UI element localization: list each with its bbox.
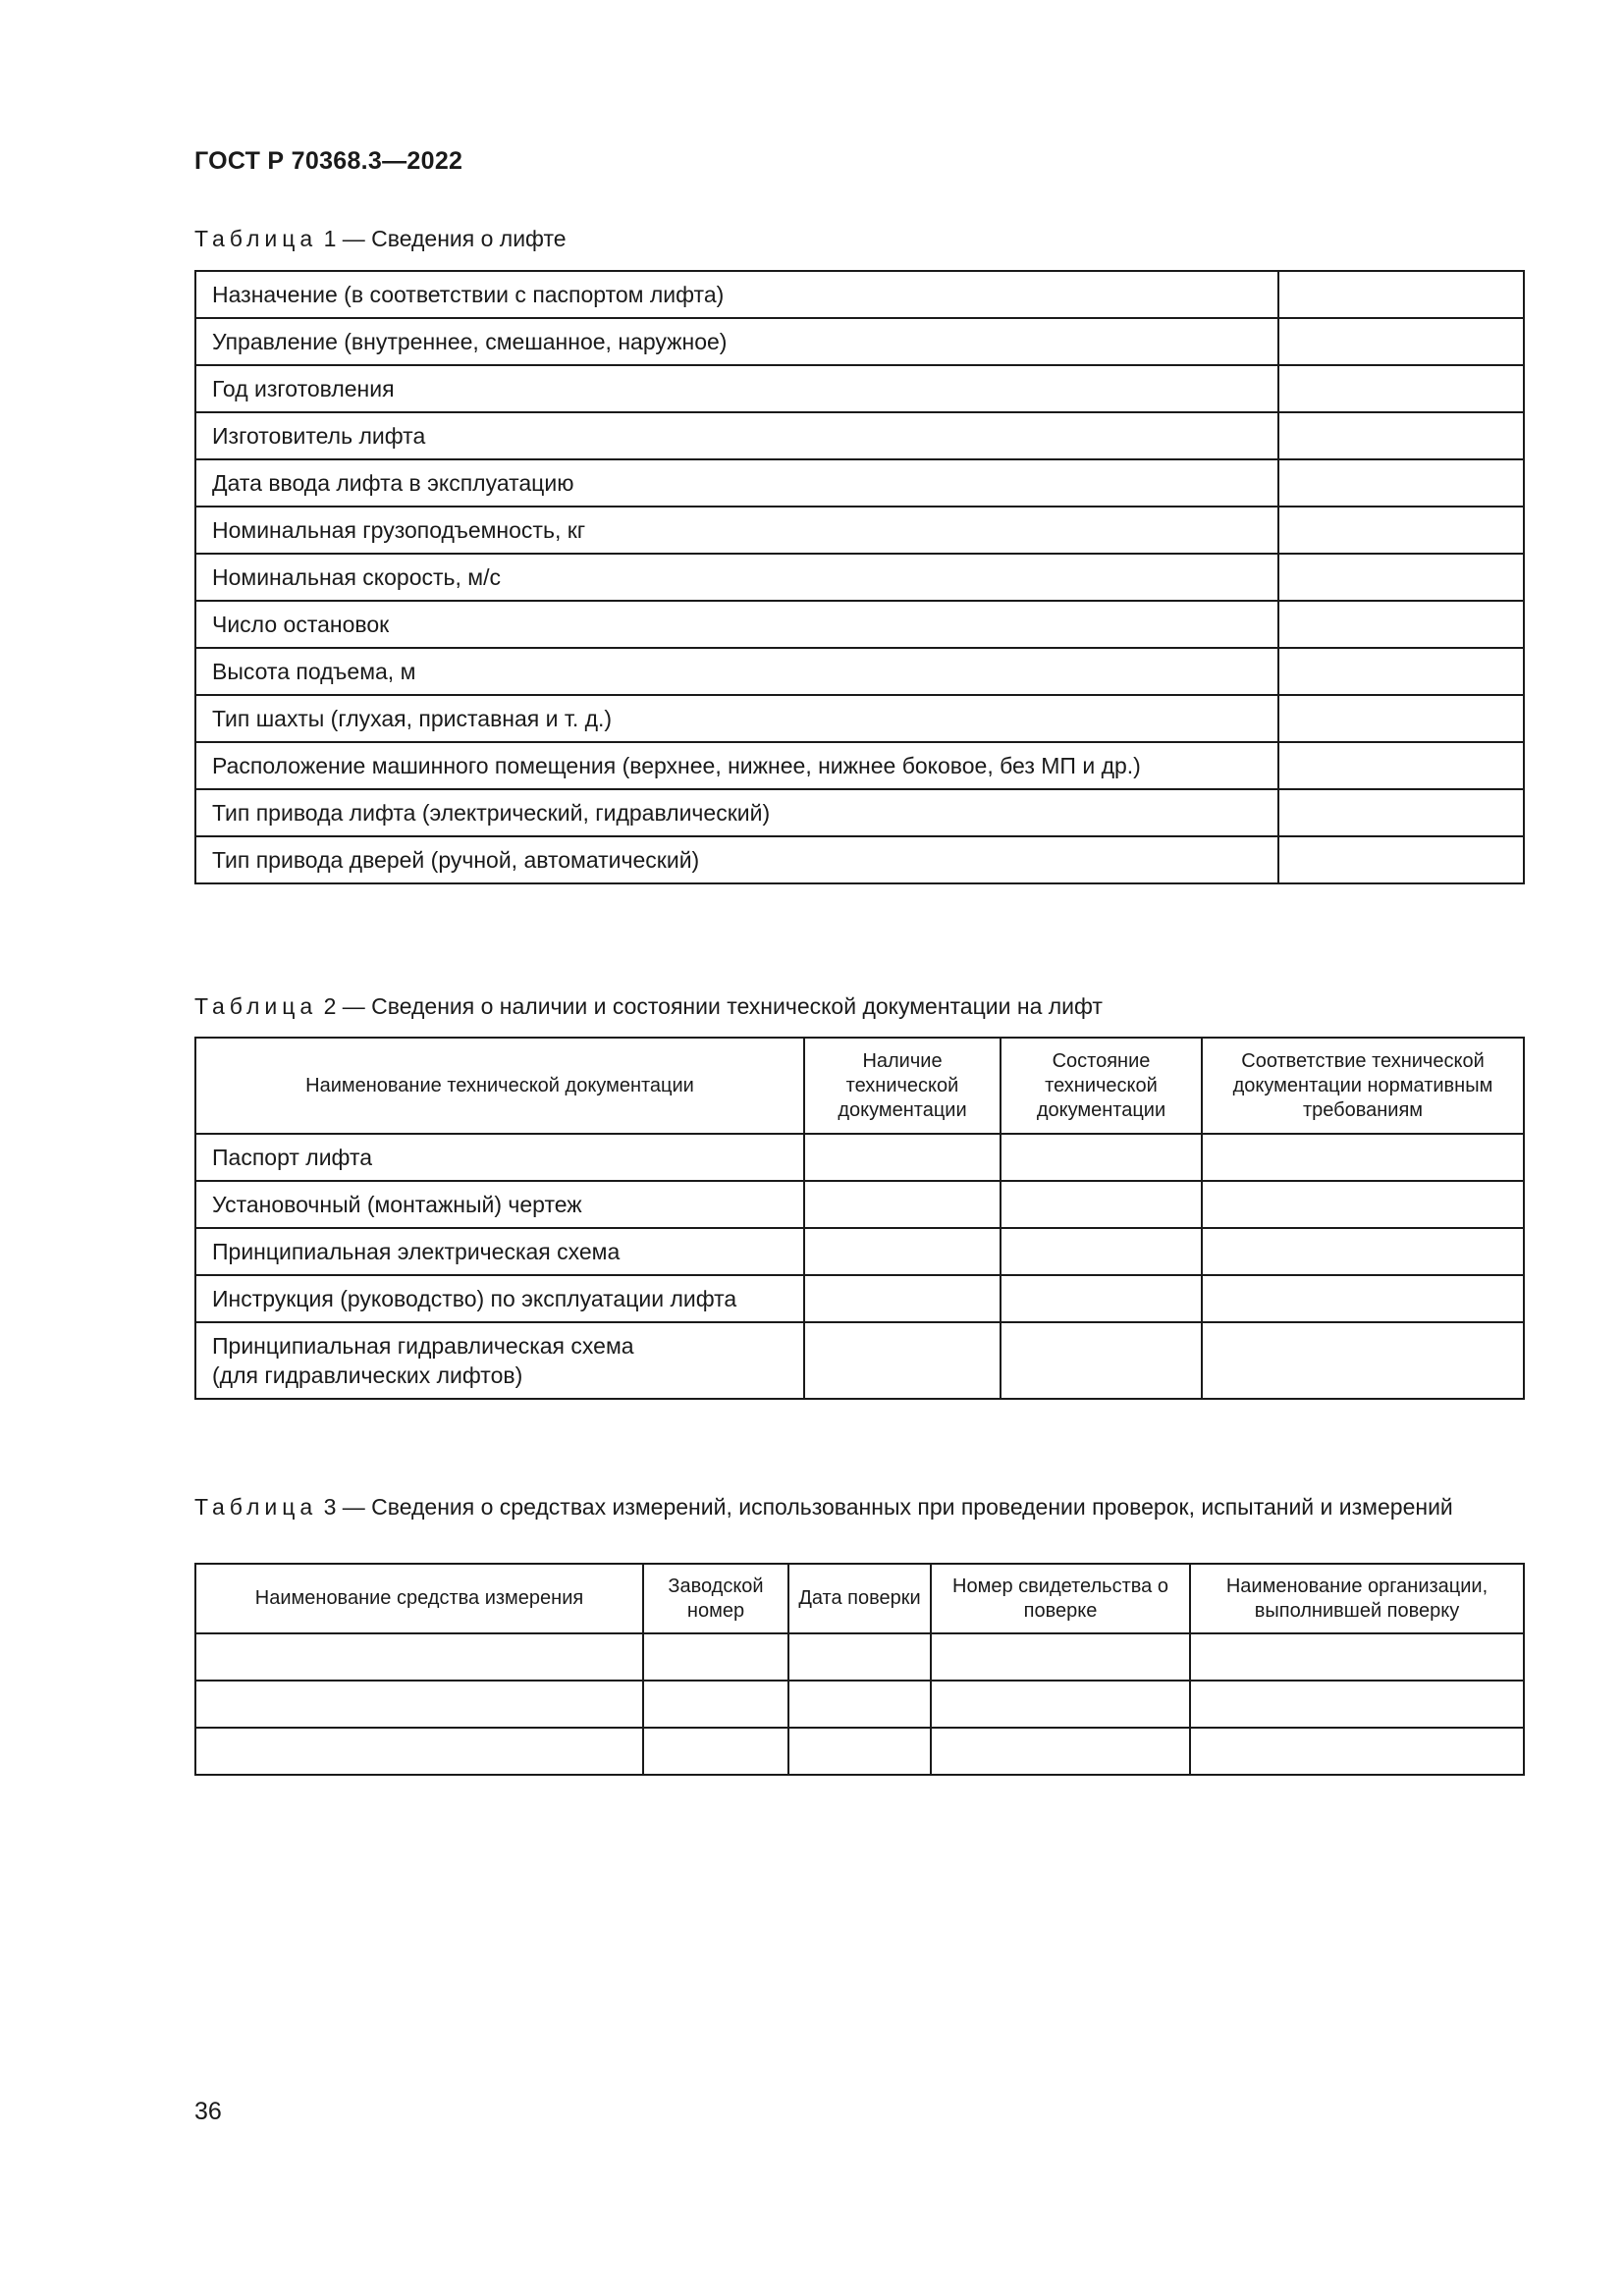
availability-cell[interactable] [804, 1322, 1001, 1399]
value-cell[interactable] [1278, 601, 1524, 648]
column-header: Дата поверки [788, 1564, 931, 1633]
table-row [195, 742, 1524, 789]
table1-caption [194, 224, 567, 253]
table3-caption-word: Таблица [194, 1494, 318, 1520]
tech-docs-table [194, 1037, 1525, 1400]
measuring-instruments-table [194, 1563, 1525, 1776]
column-header: Наименование средства измерения [195, 1564, 643, 1633]
compliance-cell[interactable] [1202, 1134, 1524, 1181]
availability-cell[interactable] [804, 1134, 1001, 1181]
empty-cell[interactable] [643, 1681, 788, 1728]
table-header-row [195, 1564, 1524, 1633]
table-row [195, 554, 1524, 601]
column-header: Наименование организации, выполнившей поверку [1190, 1564, 1524, 1633]
table2-caption-word: Таблица [194, 993, 318, 1019]
table1-caption-word: Таблица [194, 226, 318, 251]
condition-cell[interactable] [1001, 1134, 1202, 1181]
condition-cell[interactable] [1001, 1275, 1202, 1322]
value-cell[interactable] [1278, 507, 1524, 554]
table-row [195, 459, 1524, 507]
empty-cell[interactable] [195, 1633, 643, 1681]
row-label: Число остановок [195, 601, 1278, 648]
condition-cell[interactable] [1001, 1228, 1202, 1275]
table-row [195, 1228, 1524, 1275]
row-label: Управление (внутреннее, смешанное, наружное) [195, 318, 1278, 365]
availability-cell[interactable] [804, 1275, 1001, 1322]
row-label: Год изготовления [195, 365, 1278, 412]
compliance-cell[interactable] [1202, 1275, 1524, 1322]
compliance-cell[interactable] [1202, 1228, 1524, 1275]
table-row [195, 1181, 1524, 1228]
condition-cell[interactable] [1001, 1181, 1202, 1228]
row-label: Высота подъема, м [195, 648, 1278, 695]
table-row [195, 1134, 1524, 1181]
table-row [195, 789, 1524, 836]
empty-cell[interactable] [195, 1728, 643, 1775]
table-row [195, 1322, 1524, 1399]
table3-caption-title: 3 — Сведения о средствах измерений, использованных при проведении проверок, испытаний и измерений [323, 1494, 1453, 1520]
condition-cell[interactable] [1001, 1322, 1202, 1399]
page-number: 36 [194, 2098, 222, 2125]
column-header: Соответствие технической документации нормативным требованиям [1202, 1038, 1524, 1134]
value-cell[interactable] [1278, 271, 1524, 318]
value-cell[interactable] [1278, 365, 1524, 412]
value-cell[interactable] [1278, 695, 1524, 742]
value-cell[interactable] [1278, 459, 1524, 507]
row-label: Тип привода лифта (электрический, гидравлический) [195, 789, 1278, 836]
empty-cell[interactable] [788, 1728, 931, 1775]
table-row [195, 1275, 1524, 1322]
table-row [195, 365, 1524, 412]
document-header: ГОСТ Р 70368.3—2022 [194, 147, 463, 175]
table-row [195, 412, 1524, 459]
value-cell[interactable] [1278, 554, 1524, 601]
table2-caption [194, 991, 1103, 1021]
table-row [195, 1728, 1524, 1775]
availability-cell[interactable] [804, 1228, 1001, 1275]
compliance-cell[interactable] [1202, 1181, 1524, 1228]
row-label: Паспорт лифта [195, 1134, 804, 1181]
row-label: Номинальная грузоподъемность, кг [195, 507, 1278, 554]
empty-cell[interactable] [1190, 1681, 1524, 1728]
empty-cell[interactable] [931, 1633, 1190, 1681]
table-row [195, 648, 1524, 695]
row-label: Установочный (монтажный) чертеж [195, 1181, 804, 1228]
row-label-line: (для гидравлических лифтов) [212, 1362, 523, 1388]
table-row [195, 1633, 1524, 1681]
row-label: Тип привода дверей (ручной, автоматический) [195, 836, 1278, 883]
row-label: Инструкция (руководство) по эксплуатации лифта [195, 1275, 804, 1322]
row-label [195, 1322, 804, 1399]
column-header: Наименование технической документации [195, 1038, 804, 1134]
value-cell[interactable] [1278, 412, 1524, 459]
empty-cell[interactable] [788, 1681, 931, 1728]
table3-caption [194, 1492, 1523, 1522]
table-row [195, 271, 1524, 318]
table-row [195, 836, 1524, 883]
table-row [195, 601, 1524, 648]
column-header: Состояние технической документации [1001, 1038, 1202, 1134]
table-row [195, 318, 1524, 365]
row-label: Дата ввода лифта в эксплуатацию [195, 459, 1278, 507]
empty-cell[interactable] [195, 1681, 643, 1728]
value-cell[interactable] [1278, 836, 1524, 883]
row-label: Тип шахты (глухая, приставная и т. д.) [195, 695, 1278, 742]
availability-cell[interactable] [804, 1181, 1001, 1228]
value-cell[interactable] [1278, 789, 1524, 836]
empty-cell[interactable] [643, 1728, 788, 1775]
compliance-cell[interactable] [1202, 1322, 1524, 1399]
empty-cell[interactable] [931, 1681, 1190, 1728]
column-header: Наличие технической документации [804, 1038, 1001, 1134]
table-row [195, 1681, 1524, 1728]
row-label: Изготовитель лифта [195, 412, 1278, 459]
empty-cell[interactable] [788, 1633, 931, 1681]
row-label: Назначение (в соответствии с паспортом лифта) [195, 271, 1278, 318]
table-row [195, 507, 1524, 554]
column-header: Заводской номер [643, 1564, 788, 1633]
table-header-row [195, 1038, 1524, 1134]
empty-cell[interactable] [643, 1633, 788, 1681]
table-row [195, 695, 1524, 742]
empty-cell[interactable] [1190, 1728, 1524, 1775]
value-cell[interactable] [1278, 648, 1524, 695]
table1-caption-title: 1 — Сведения о лифте [323, 226, 567, 251]
empty-cell[interactable] [1190, 1633, 1524, 1681]
row-label: Принципиальная электрическая схема [195, 1228, 804, 1275]
empty-cell[interactable] [931, 1728, 1190, 1775]
lift-info-table [194, 270, 1525, 884]
row-label: Расположение машинного помещения (верхнее, нижнее, нижнее боковое, без МП и др.) [195, 742, 1278, 789]
row-label: Номинальная скорость, м/с [195, 554, 1278, 601]
row-label-line: Принципиальная гидравлическая схема [212, 1333, 634, 1359]
value-cell[interactable] [1278, 318, 1524, 365]
column-header: Номер свидетельства о поверке [931, 1564, 1190, 1633]
value-cell[interactable] [1278, 742, 1524, 789]
table2-caption-title: 2 — Сведения о наличии и состоянии технической документации на лифт [323, 993, 1103, 1019]
